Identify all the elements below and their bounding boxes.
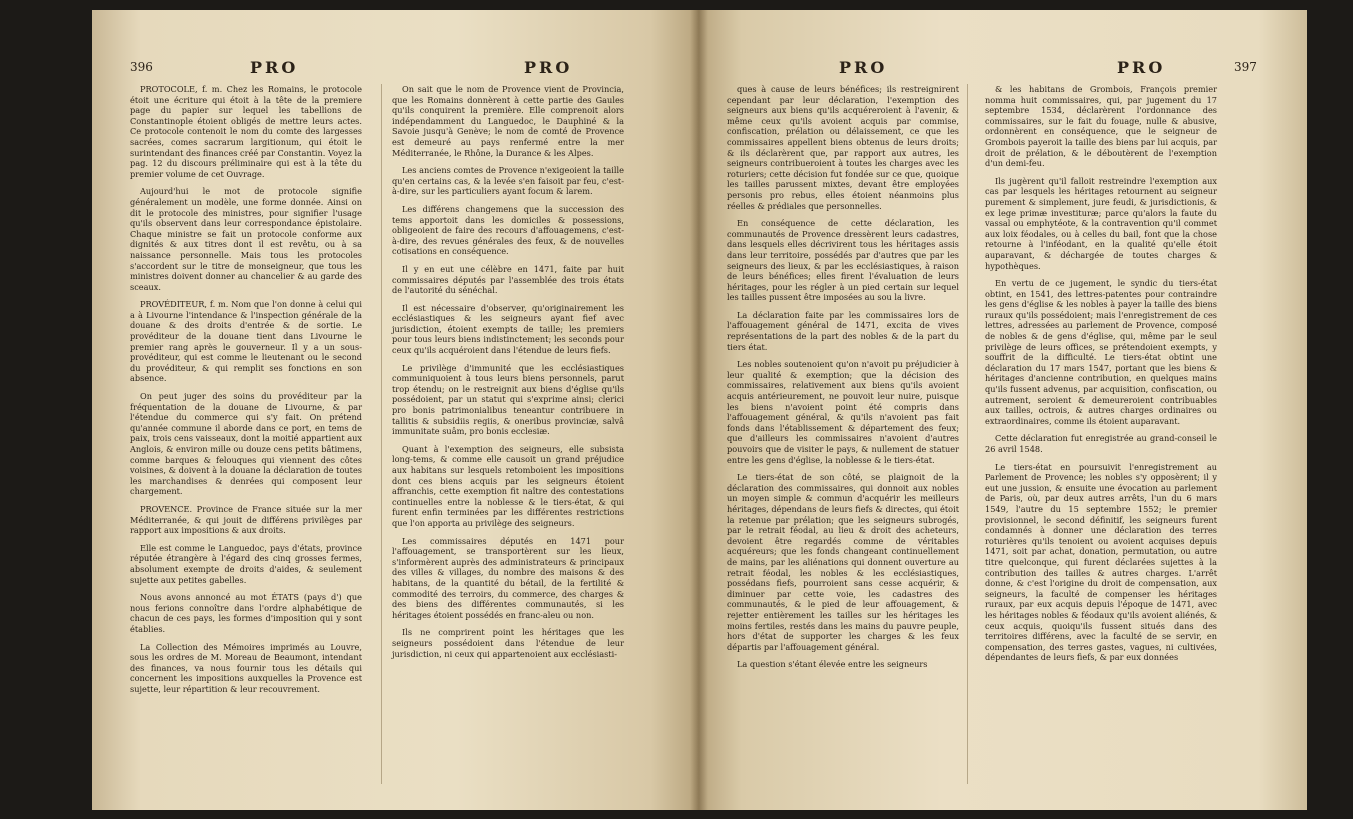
paragraph: On sait que le nom de Provence vient de Provincia, que les Romains donnèrent à cette partie des Gaules qu'ils conquirent la première. Elle comprenoit alors indépendamment du Languedoc, le Dauphiné & la Savoie jusqu'à Genève; le nom de comté de Provence est demeuré au pays renfermé entre la mer Méditerranée, le Rhône, la Durance & les Alpes.: [392, 84, 624, 158]
paragraph: Il est nécessaire d'observer, qu'originairement les ecclésiastiques & les seigneurs ayant fief avec jurisdiction, étoient exempts de taille; les premiers pour tous leurs biens indistinctement; les seconds pour ceux qu'ils acquéroient dans l'étendue de leurs fiefs.: [392, 302, 624, 356]
left-running-head: [130, 58, 660, 82]
paragraph: La déclaration faite par les commissaires lors de l'affouagement général de 1471, excita de vives représentations de la part des nobles & de la part du tiers état.: [727, 309, 959, 352]
paragraph: Quant à l'exemption des seigneurs, elle subsista long-tems, & comme elle causoit un grand préjudice aux habitans sur lesquels retomboient les impositions dont ces biens acquis par les seigneurs étoient affranchis, cette exemption fit naître des contestations continuelles entre la noblesse & le tiers-état, & qui furent enfin terminées par les différentes restrictions que l'on apporta au privilège des seigneurs.: [392, 443, 624, 528]
paragraph: Elle est comme le Languedoc, pays d'états, province réputée étrangère à l'égard des cinq grosses fermes, absolument exempte de droits d'aides, & seulement sujette aux petites gabelles.: [130, 542, 362, 585]
paragraph: En vertu de ce jugement, le syndic du tiers-état obtint, en 1541, des lettres-patentes pour contraindre les gens d'église & les nobles à payer la taille des biens ruraux qu'ils possédoient; mais l'enregistrement de ces lettres, adressées au parlement de Provence, composé de nobles & de gens d'église, qui, même par le seul privilège de leurs offices, se prétendoient exempts, y souffrit de la difficulté. Le tiers-état obtint une déclaration du 17 mars 1547, portant que les biens & héritages d'ancienne contribution, en quelques mains qu'ils fussent advenus, par acquisition, confiscation, ou autrement, seroient & demeureroient contribuables aux tailles, octrois, & autres charges ordinaires ou extraordinaires, comme ils étoient auparavant.: [985, 278, 1217, 426]
paragraph: Les anciens comtes de Provence n'exigeoient la taille qu'en certains cas, & la levée s'en faisoit par feu, c'est-à-dire, sur les particuliers ayant focum & larem.: [392, 165, 624, 197]
paragraph: PROTOCOLE, f. m. Chez les Romains, le protocole étoit une écriture qui étoit à la tête de la premiere page du papier sur lequel les tabellions de Constantinople étoient obligés de mettre leurs actes. Ce protocole contenoit le nom du comte des largesses sacrées, comes sacrarum largitionum, qui étoit le surintendant des finances créé par Constantin. Voyez la pag. 12 du discours préliminaire qui est à la tête du premier volume de cet Ouvrage.: [130, 84, 362, 179]
left-column-1: [130, 84, 362, 701]
paragraph: PROVÉDITEUR, f. m. Nom que l'on donne à celui qui a à Livourne l'intendance & l'inspection générale de la douane & des droits d'entrée & de sortie. Le provéditeur de la douane tient dans Livourne le premier rang après le gouverneur. Il y a un sous-provéditeur, qui est comme le lieutenant ou le second du provéditeur, & qui remplit ses fonctions en son absence.: [130, 299, 362, 384]
paragraph: Le tiers-état en poursuivit l'enregistrement au Parlement de Provence; les nobles s'y opposèrent; il y eut une jussion, & ensuite une évocation au parlement de Paris, où, par deux autres arrêts, l'un du 6 mars 1549, l'autre du 15 septembre 1552; le premier provisionnel, le second définitif, les seigneurs furent condamnés à donner une déclaration des terres roturières qu'ils tenoient ou avoient acquises depuis 1471, soit par achat, donation, permutation, ou autre titre quelconque, qui furent déclarées sujettes à la contribution des tailles & autres charges. L'arrêt donne, & c'est l'origine du droit de compensation, aux seigneurs, la faculté de compenser les héritages ruraux, par eux acquis depuis l'époque de 1471, avec les héritages nobles & féodaux qu'ils avoient aliénés, & ceux acquis, quoiqu'ils fussent situés dans des territoires différens, avec la faculté de se servir, en compensation, des terres gastes, vagues, ni cultivées, dépendantes de leurs fiefs, & par eux données: [985, 461, 1217, 663]
right-column-rule: [967, 84, 968, 784]
paragraph: Le privilège d'immunité que les ecclésiastiques communiquoient à tous leurs biens personnels, parut trop étendu; on le restreignit aux biens d'église qu'ils possédoient, par un statut qui s'exprime ainsi; clerici pro bonis patrimonialibus teneantur contribuere in tallitis & subsidiis regiis, & oneribus provinciæ, salvâ immunitate suâm, pro bonis ecclesiæ.: [392, 362, 624, 437]
paragraph: Ils jugèrent qu'il falloit restreindre l'exemption aux cas par lesquels les héritages retournent au seigneur purement & simplement, jure feudi, & jurisdictionis, & ex lege primæ investituræ; parce qu'alors la faute du vassal ou emphytéote, & la contravention qu'il commet aux loix féodales, ou à celles du bail, font que la chose retourne à l'inféodant, en la qualité qu'elle étoit auparavant, & déchargée de toutes charges & hypothèques.: [985, 175, 1217, 271]
paragraph: Les commissaires députés en 1471 pour l'affouagement, se transportèrent sur les lieux, s'informèrent auprès des administrateurs & principaux des villes & villages, du nombre des maisons & des habitans, de la quantité du bétail, de la fertilité & commodité des terroirs, du commerce, des charges & des biens des différentes communautés, si les héritages étoient possédés en franc-aleu ou non.: [392, 535, 624, 620]
left-column-2: [392, 84, 624, 666]
left-column-rule: [381, 84, 382, 784]
book-gutter: [690, 10, 708, 810]
right-head-word-col1: PRO: [839, 58, 888, 77]
paragraph: La Collection des Mémoires imprimés au Louvre, sous les ordres de M. Moreau de Beaumont, intendant des finances, va nous fournir tous les détails qui concernent les impositions auxquelles la Provence est sujette, leur répartition & leur recouvrement.: [130, 641, 362, 694]
paragraph: & les habitans de Grombois, François premier nomma huit commissaires, qui, par jugement du 17 septembre 1534, déclarèrent l'ordonnance des commissaires, sur le fait du fouage, nulle & abusive, ordonnèrent en conséquence, que le seigneur de Grombois payeroit la taille des biens par lui acquis, par droit de prélation, & le déboutèrent de l'exemption d'un demi-feu.: [985, 84, 1217, 169]
right-page: [699, 10, 1307, 810]
paragraph: On peut juger des soins du provéditeur par la fréquentation de la douane de Livourne, & par l'étendue du commerce qui s'y fait. On prétend qu'année commune il aborde dans ce port, en tems de paix, trois cens vaisseaux, dont la moitié appartient aux Anglois, & environ mille ou douze cens petits bâtimens, comme barques & felouques qui viennent des côtes voisines, & doivent à la douane la déclaration de toutes les marchandises & denrées qui composent leur chargement.: [130, 391, 362, 497]
paragraph: La question s'étant élevée entre les seigneurs: [737, 659, 928, 670]
right-column-2: [985, 84, 1217, 670]
right-column-1: [727, 84, 959, 677]
left-page-number: 396: [130, 60, 153, 74]
right-head-word-col2: PRO: [1117, 58, 1166, 77]
paragraph: Les nobles soutenoient qu'on n'avoit pu préjudicier à leur qualité & exemption; que la décision des commissaires, relativement aux biens qu'ils avoient acquis antérieurement, ne pouvoit leur nuire, puisque les biens n'avoient point été compris dans l'affouagement général, & qu'ils n'avoient pas fait fonds dans l'établissement & département des feux; que d'ailleurs les commissaires n'avoient d'autres pouvoirs que de visiter le pays, & nullement de statuer entre les gens d'église, la noblesse & le tiers-état.: [727, 359, 959, 465]
left-head-word-col2: PRO: [524, 58, 573, 77]
paragraph: Nous avons annoncé au mot ÉTATS (pays d') que nous ferions connoître dans l'ordre alphabétique de chacun de ces pays, les formes d'imposition qui y sont établies.: [130, 592, 362, 634]
paragraph: PROVENCE. Province de France située sur la mer Méditerranée, & qui jouit de différens privilèges par rapport aux impositions & aux droits.: [130, 503, 362, 536]
paragraph: Les différens changemens que la succession des tems apportoit dans les domiciles & possessions, obligeoient de faire des recours d'affouagemens, c'est-à-dire, des revues générales des feux, & de nouvelles cotisations en conséquence.: [392, 203, 624, 257]
paragraph: En conséquence de cette déclaration, les communautés de Provence dressèrent leurs cadastres, dans lesquels elles décrivirent tous les héritages assis dans leur territoire, possédés par d'autres que par les seigneurs des lieux, & par les ecclésiastiques, à raison de leurs bénéfices; elles firent l'évaluation de leurs héritages, pour les régler à un pied certain sur lequel les tailles pussent être imposées au sou la livre.: [727, 218, 959, 303]
paragraph: Le tiers-état de son côté, se plaignoit de la déclaration des commissaires, qui donnoit aux nobles un moyen simple & commun d'acquérir les meilleurs héritages, dépendans de leurs fiefs & directes, qui étoit la retenue par prélation; que les seigneurs subrogés, par le retrait féodal, au lieu & droit des acheteurs, devoient être regardés comme de véritables acquéreurs; que les fonds changeant continuellement de mains, par les aliénations qui donnent ouverture au retrait féodal, les nobles & les ecclésiastiques, possédans fiefs, pourroient sans cesse acquérir, & diminuer par cette voie, les cadastres des communautés, & le pied de leur affouagement, & rejetter entièrement les tailles sur les héritages les moins fertiles, restés dans les mains du pauvre peuple, hors d'état de supporter les charges & les feux départis par l'affouagement général.: [727, 472, 959, 652]
paragraph: Il y en eut une célèbre en 1471, faite par huit commissaires députés par l'assemblée des trois états de l'autorité du sénéchal.: [392, 263, 624, 296]
paragraph: Ils ne comprirent point les héritages que les seigneurs possédoient dans l'étendue de leur jurisdiction, ni ceux qui appartenoient aux ecclésiasti-: [392, 627, 624, 659]
open-book: [92, 10, 1307, 810]
left-page: [92, 10, 699, 810]
right-running-head: [729, 58, 1277, 82]
right-page-number: 397: [1234, 60, 1257, 74]
paragraph: ques à cause de leurs bénéfices; ils restreignirent cependant par leur déclaration, l'exemption des seigneurs aux biens qu'ils acquéreroient à l'avenir, & même ceux qu'ils avoient acquis par commise, confiscation, prélation ou délaissement, ce que les commissaires appellent biens obtenus de leurs droits; & ils déclarèrent que, par rapport aux autres, les seigneurs contribueroient à toutes les charges avec les roturiers; cette décision fut fondée sur ce que, quoique les tailles parussent mixtes, devant être employées personis pro rebus, elles étoient néanmoins plus réelles & prédiales que personnelles.: [727, 84, 959, 211]
paragraph: Cette déclaration fut enregistrée au grand-conseil le 26 avril 1548.: [985, 433, 1217, 454]
left-head-word-col1: PRO: [250, 58, 299, 77]
paragraph: Aujourd'hui le mot de protocole signifie généralement un modèle, une forme donnée. Ainsi on dit le protocole des ministres, pour signifier l'usage qu'ils observent dans leur correspondance épistolaire. Chaque ministre se fait un protocole conforme aux dignités & aux titres dont il est revêtu, ou à sa naissance personnelle. Mais tous les protocoles s'accordent sur le titre de monseigneur, que tous les ministres doivent donner au chancelier & au garde des sceaux.: [130, 186, 362, 292]
